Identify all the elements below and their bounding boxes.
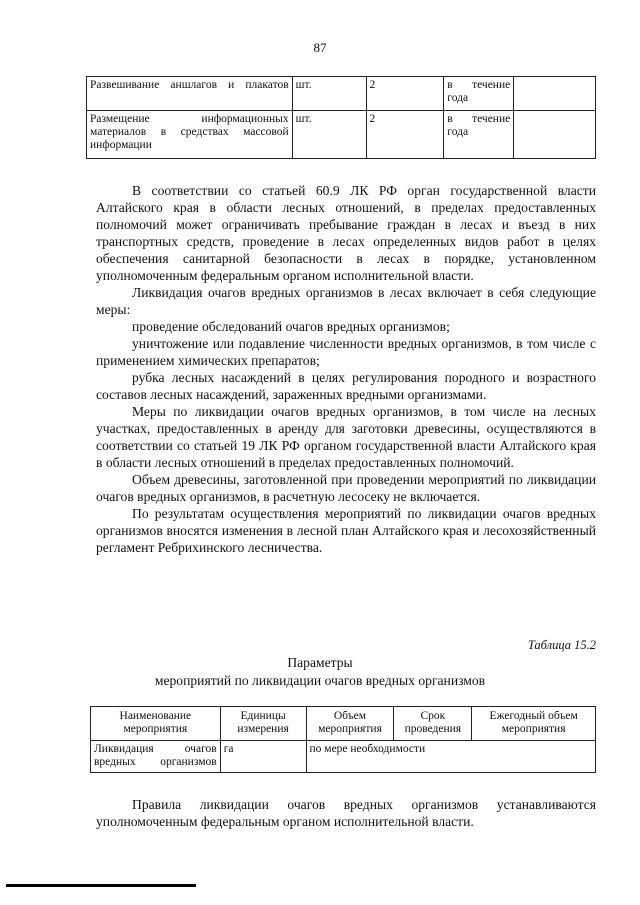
paragraph: уничтожение или подавление численности вредных организмов, в том числе с применением химических препаратов; [96, 336, 596, 368]
table-cell-qty: 2 [366, 111, 444, 159]
paragraph: В соответствии со статьей 60.9 ЛК РФ орган государственной власти Алтайского края в области лесных отношений, в пределах предоставленных полномочий может ограничивать пребывание граждан в лесах и въезд в них транспортных средств, проведение в лесах определенных видов работ в целях обеспечения санитарной безопасности в лесах в порядке, установленном уполномоченным федеральным органом исполнительной власти. [96, 183, 596, 283]
header-volume: Объем мероприятия [306, 707, 394, 741]
table-row [87, 77, 596, 111]
table-cell-note: по мере необходимости [306, 741, 595, 773]
footer-rule [6, 884, 196, 887]
table-row [87, 111, 596, 159]
paragraph: Ликвидация очагов вредных организмов в лесах включает в себя следующие меры: [96, 285, 596, 317]
table-cell-qty: 2 [366, 77, 444, 111]
header-unit: Единицы измерения [220, 707, 306, 741]
header-annual: Ежегодный объем мероприятия [472, 707, 596, 741]
table-subtitle: мероприятий по ликвидации очагов вредных организмов [154, 673, 486, 688]
table-row [91, 741, 596, 773]
paragraph: Меры по ликвидации очагов вредных организмов, в том числе на лесных участках, предоставленных в аренду для заготовки древесины, осуществляются в соответствии со статьей 19 ЛК РФ органом государственной власти Алтайского края в области лесных отношений в пределах предоставленных полномочий. [96, 404, 596, 470]
table-cell-extra [514, 77, 596, 111]
header-name: Наименование мероприятия [91, 707, 221, 741]
table-caption: Таблица 15.2 [527, 638, 596, 652]
page-number: 87 [313, 40, 327, 55]
paragraph: Объем древесины, заготовленной при проведении мероприятий по ликвидации очагов вредных организмов, в расчетную лесосеку не включается. [96, 472, 596, 504]
table-cell-term: в течение года [444, 77, 514, 111]
table-header-row [91, 707, 596, 741]
closing-text [96, 796, 596, 830]
paragraph: рубка лесных насаждений в целях регулирования породного и возрастного составов лесных насаждений, зараженных вредными организмами. [96, 370, 596, 402]
paragraph: Правила ликвидации очагов вредных организмов устанавливаются уполномоченным федеральным органом исполнительной власти. [96, 797, 596, 829]
parameters-table [90, 706, 596, 773]
table-title: Параметры [287, 655, 353, 670]
table-cell-name: Размещение информационных материалов в средствах массовой информации [87, 111, 293, 159]
measures-table-continued [86, 76, 596, 159]
table-cell-name: Развешивание аншлагов и плакатов [87, 77, 293, 111]
table-cell-name: Ликвидация очагов вредных организмов [91, 741, 221, 773]
header-term: Срок проведения [394, 707, 472, 741]
table-cell-extra [514, 111, 596, 159]
table-cell-term: в течение года [444, 111, 514, 159]
paragraph: По результатам осуществления мероприятий по ликвидации очагов вредных организмов вносятся изменения в лесной план Алтайского края и лесохозяйственный регламент Ребрихинского лесничества. [96, 506, 596, 555]
table-cell-unit: шт. [292, 111, 366, 159]
paragraph: проведение обследований очагов вредных организмов; [132, 319, 450, 334]
table-cell-unit: шт. [292, 77, 366, 111]
table-cell-unit: га [220, 741, 306, 773]
main-text [96, 182, 596, 556]
